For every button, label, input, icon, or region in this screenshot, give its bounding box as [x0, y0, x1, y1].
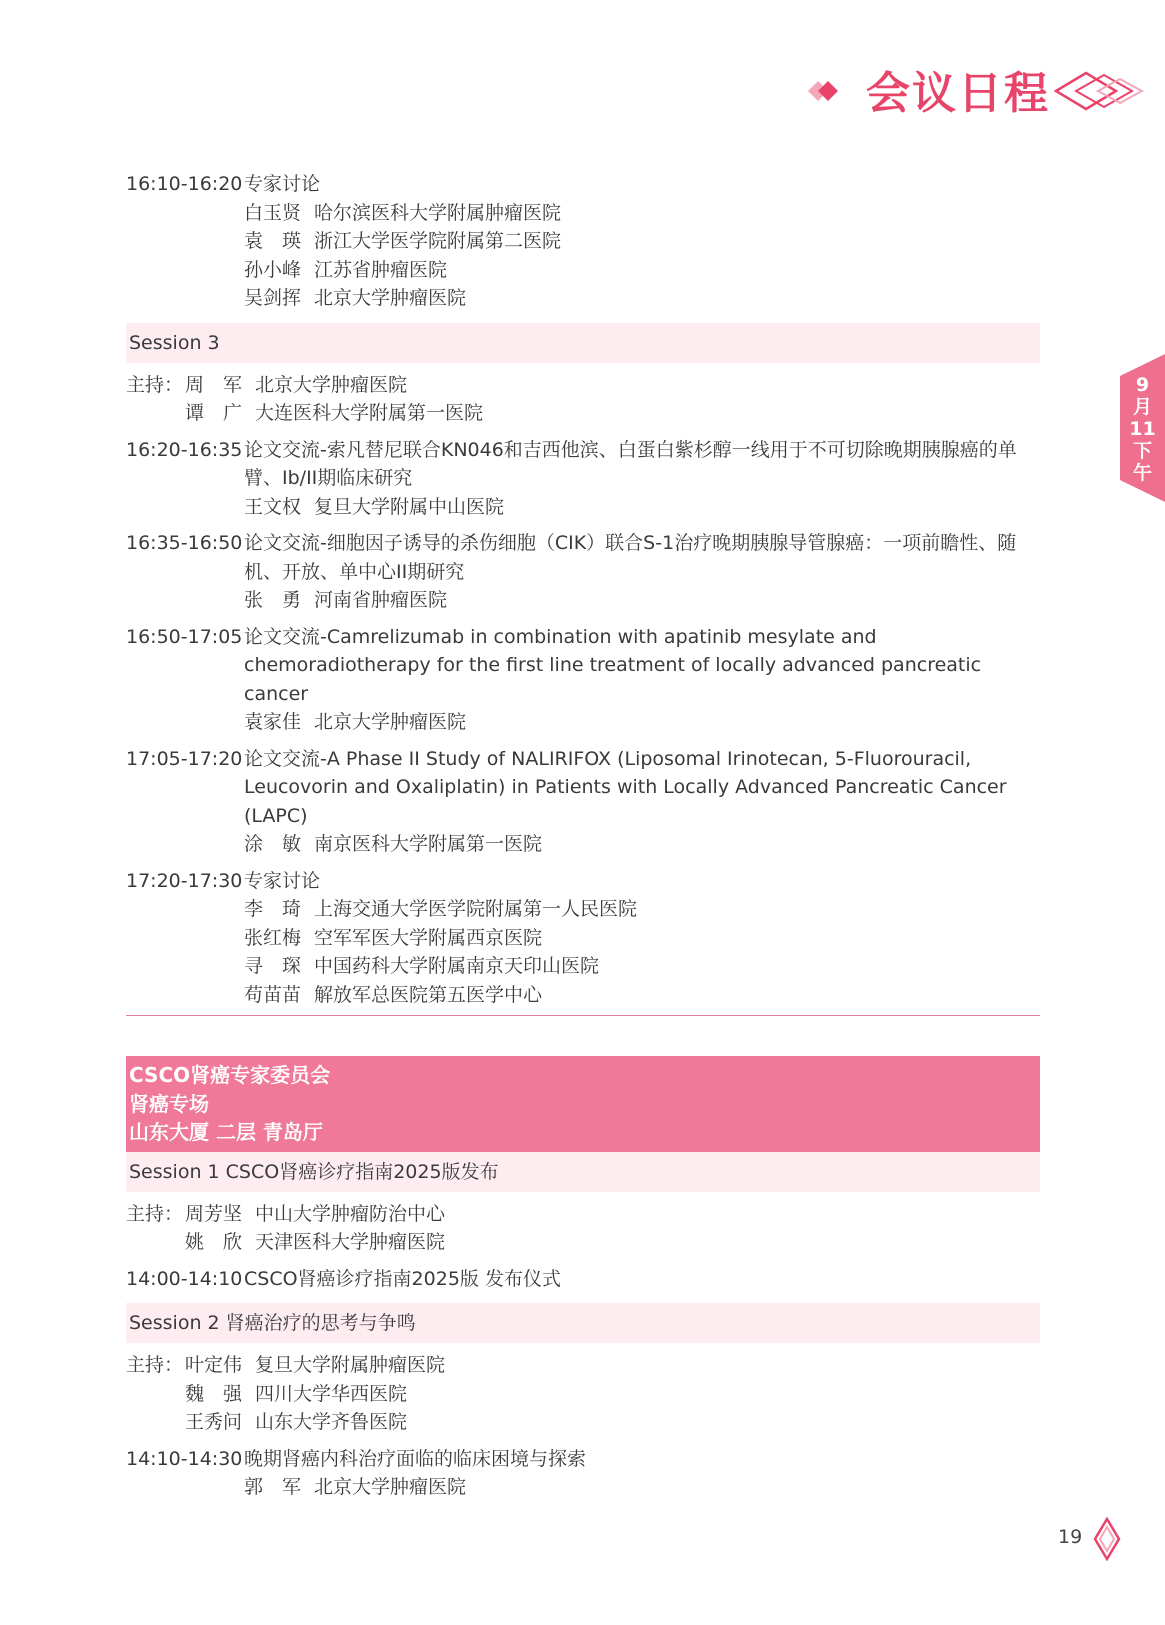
speaker-name: 张红梅	[244, 926, 302, 949]
schedule-item	[126, 745, 1040, 859]
speaker-name: 涂 敏	[244, 833, 302, 855]
footer-diamond-icon	[1092, 1517, 1122, 1561]
speaker-org: 空军军医大学附属西京医院	[314, 926, 543, 949]
session-header: Session 1 CSCO肾癌诊疗指南2025版发布	[126, 1152, 1040, 1192]
side-tab-line: 11	[1129, 418, 1156, 440]
speaker-name: 张 勇	[244, 589, 302, 611]
host-name: 谭 广	[185, 402, 243, 424]
speaker	[244, 1473, 1040, 1502]
page-number: 19	[1058, 1526, 1083, 1548]
side-tab-line: 下	[1132, 440, 1152, 462]
host-name: 周芳坚	[185, 1202, 243, 1225]
speaker	[244, 493, 1040, 522]
schedule-item	[126, 529, 1040, 615]
speaker-org: 河南省肿瘤医院	[314, 589, 448, 611]
host	[185, 1380, 1040, 1409]
item-time: 16:10-16:20	[126, 173, 243, 195]
host-org: 四川大学华西医院	[255, 1382, 408, 1405]
speaker-org: 北京大学肿瘤医院	[314, 711, 467, 733]
speaker-org: 哈尔滨医科大学附属肿瘤医院	[314, 201, 562, 224]
speaker-name: 袁 瑛	[244, 230, 302, 252]
speaker	[244, 227, 1040, 256]
host-org: 山东大学齐鲁医院	[255, 1411, 408, 1433]
host-name: 姚 欣	[185, 1231, 243, 1253]
item-title: 论文交流-索凡替尼联合KN046和吉西他滨、白蛋白紫杉醇一线用于不可切除晚期胰腺癌的单臂、Ib/II期临床研究	[244, 438, 1017, 489]
speaker-name: 苟苗苗	[244, 983, 302, 1006]
schedule-item	[126, 867, 1040, 1010]
session-header: Session 2 肾癌治疗的思考与争鸣	[126, 1303, 1040, 1343]
speaker-org: 江苏省肿瘤医院	[314, 258, 448, 281]
item-time: 17:05-17:20	[126, 747, 243, 770]
speaker-name: 白玉贤	[244, 201, 302, 224]
host	[185, 1228, 1040, 1257]
speaker-name: 吴剑挥	[244, 287, 302, 309]
speaker	[244, 586, 1040, 615]
speaker-name: 袁家佳	[244, 711, 302, 733]
host-name: 魏 强	[185, 1382, 243, 1405]
speaker	[244, 895, 1040, 924]
host-org: 北京大学肿瘤医院	[255, 373, 408, 396]
item-time: 14:00-14:10	[126, 1267, 243, 1290]
host	[185, 1351, 1040, 1380]
speaker-org: 上海交通大学医学院附属第一人民医院	[314, 898, 638, 920]
page-title: 会议日程	[866, 68, 1050, 119]
section-divider	[126, 1015, 1040, 1016]
host-name: 叶定伟	[185, 1354, 243, 1376]
speaker-name: 孙小峰	[244, 258, 302, 281]
item-time: 17:20-17:30	[126, 869, 243, 892]
host	[185, 371, 1040, 400]
track-venue: 山东大厦 二层 青岛厅	[129, 1120, 323, 1144]
host-name: 周 军	[185, 373, 243, 396]
speaker	[244, 981, 1040, 1010]
item-title: 论文交流-A Phase II Study of NALIRIFOX (Liposomal Irinotecan, 5-Fluorouracil, Leucovorin and Oxaliplatin) in Patients with Locally Advanced Pancreatic Cancer (LAPC)	[244, 747, 1007, 827]
schedule-content	[126, 170, 1040, 1502]
host-org: 复旦大学附属肿瘤医院	[255, 1354, 446, 1376]
session-hosts	[126, 371, 1040, 428]
host-org: 中山大学肿瘤防治中心	[255, 1202, 446, 1225]
schedule-item	[126, 436, 1040, 522]
host	[185, 1408, 1040, 1437]
item-title: 论文交流-Camrelizumab in combination with apatinib mesylate and chemoradiotherapy for the first line treatment of locally advanced pancreatic cancer	[244, 625, 982, 705]
track-name: 肾癌专场	[129, 1091, 209, 1116]
date-side-tab	[1120, 354, 1165, 502]
session-hosts	[126, 1351, 1040, 1437]
track-header	[126, 1056, 1040, 1152]
track-committee: CSCO肾癌专家委员会	[129, 1063, 331, 1087]
host-name: 王秀问	[185, 1411, 243, 1433]
host-org: 天津医科大学肿瘤医院	[255, 1231, 446, 1253]
speaker-name: 郭 军	[244, 1476, 302, 1498]
speaker	[244, 952, 1040, 981]
host-label: 主持：	[126, 373, 184, 396]
host-label: 主持：	[126, 1202, 184, 1225]
speaker	[244, 256, 1040, 285]
speaker-org: 中国药科大学附属南京天印山医院	[314, 955, 600, 977]
speaker	[244, 708, 1040, 737]
speaker	[244, 830, 1040, 859]
host	[185, 399, 1040, 428]
speaker-name: 王文权	[244, 495, 302, 518]
item-time: 16:35-16:50	[126, 532, 243, 554]
schedule-item	[126, 170, 1040, 313]
item-title: 晚期肾癌内科治疗面临的临床困境与探索	[244, 1447, 587, 1470]
schedule-item	[126, 623, 1040, 737]
item-title: 论文交流-细胞因子诱导的杀伤细胞（CIK）联合S-1治疗晚期胰腺导管腺癌：一项前瞻性、随机、开放、单中心II期研究	[244, 532, 1017, 583]
session-header: Session 3	[126, 323, 1040, 363]
speaker-org: 解放军总医院第五医学中心	[314, 983, 543, 1006]
speaker-org: 浙江大学医学院附属第二医院	[314, 230, 562, 252]
item-time: 14:10-14:30	[126, 1447, 243, 1470]
side-tab-line: 9	[1135, 374, 1150, 396]
speaker-name: 寻 琛	[244, 955, 302, 977]
side-tab-line: 午	[1132, 462, 1152, 484]
speaker	[244, 924, 1040, 953]
side-tab-line: 月	[1132, 396, 1152, 418]
speaker-org: 复旦大学附属中山医院	[314, 495, 505, 518]
speaker-org: 北京大学肿瘤医院	[314, 1476, 467, 1498]
item-title: 专家讨论	[244, 173, 321, 195]
host-label: 主持：	[126, 1354, 184, 1376]
item-title: CSCO肾癌诊疗指南2025版 发布仪式	[244, 1267, 561, 1290]
host-org: 大连医科大学附属第一医院	[255, 402, 484, 424]
item-time: 16:20-16:35	[126, 438, 243, 461]
header-diamond-left-icon	[808, 78, 844, 104]
schedule-item	[126, 1265, 1040, 1294]
speaker-name: 李 琦	[244, 898, 302, 920]
speaker	[244, 284, 1040, 313]
session-hosts	[126, 1200, 1040, 1257]
speaker	[244, 199, 1040, 228]
item-title: 专家讨论	[244, 869, 321, 892]
speaker-org: 南京医科大学附属第一医院	[314, 833, 543, 855]
header-diamond-right-icon	[1054, 70, 1150, 112]
schedule-item	[126, 1445, 1040, 1502]
item-time: 16:50-17:05	[126, 625, 243, 648]
speaker-org: 北京大学肿瘤医院	[314, 287, 467, 309]
host	[185, 1200, 1040, 1229]
